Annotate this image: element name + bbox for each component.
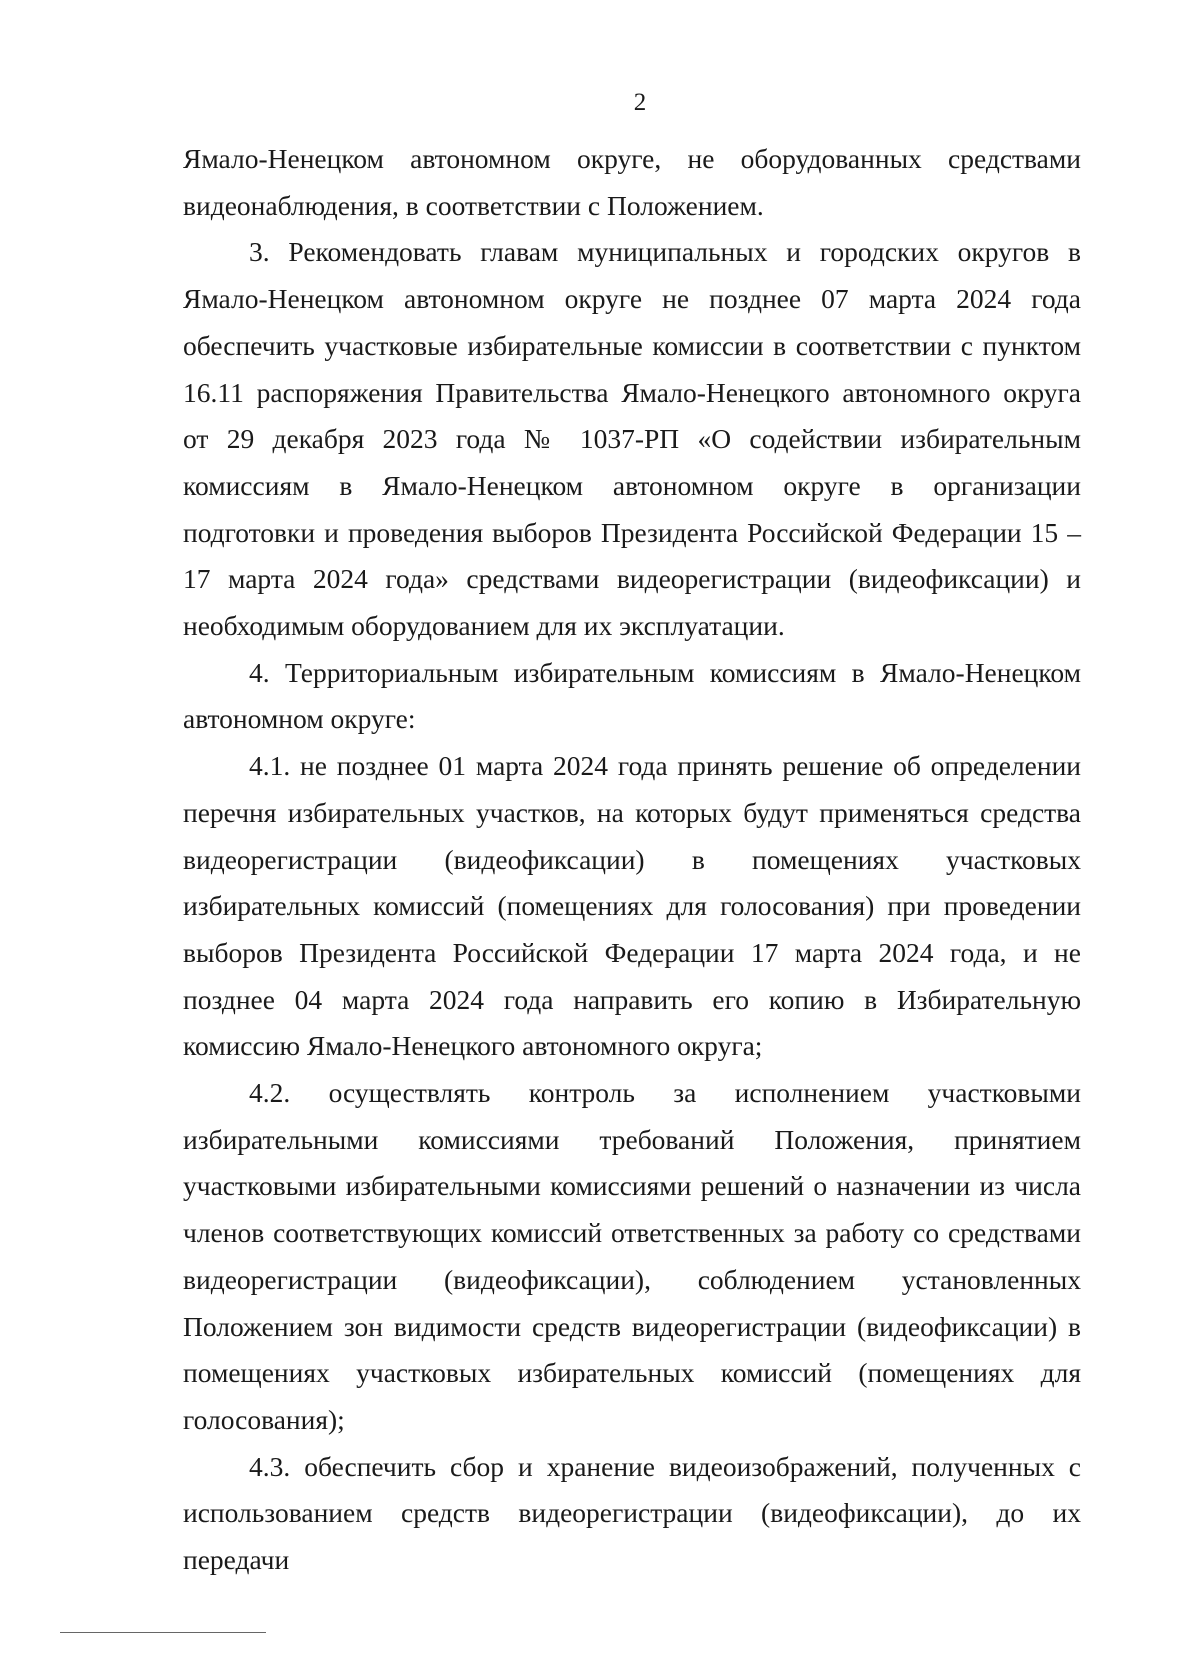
paragraph-item-4-1: 4.1. не позднее 01 марта 2024 года принять решение об определении перечня избирательных участков, на которых будут применяться средства видеорегистрации (видеофиксации) в помещениях участковых избирательных комиссий (помещениях для голосования) при проведении выборов Президента Российской Федерации 17 марта 2024 года, и не позднее 04 марта 2024 года направить его копию в Избирательную комиссию Ямало-Ненецкого автономного округа; — [183, 750, 1081, 1062]
paragraph-item-4-3: 4.3. обеспечить сбор и хранение видеоизображений, полученных с использованием средств видеорегистрации (видеофиксации), до их передачи — [183, 1450, 1081, 1576]
document-body — [183, 136, 1081, 1584]
paragraph-item-4: 4. Территориальным избирательным комиссиям в Ямало-Ненецком автономном округе: — [183, 656, 1081, 735]
footer-rule — [60, 1632, 266, 1633]
page-number: 2 — [633, 89, 647, 116]
paragraph-item-3: 3. Рекомендовать главам муниципальных и городских округов в Ямало-Ненецком автономном округе не позднее 07 марта 2024 года обеспечить участковые избирательные комиссии в соответствии с пунктом 16.11 распоряжения Правительства Ямало-Ненецкого автономного округа от 29 декабря 2023 года № 1037-РП «О содействии избирательным комиссиям в Ямало-Ненецком автономном округе в организации подготовки и проведения выборов Президента Российской Федерации 15 – 17 марта 2024 года» средствами видеорегистрации (видеофиксации) и необходимым оборудованием для их эксплуатации. — [183, 236, 1081, 642]
paragraph-continuation: Ямало-Ненецком автономном округе, не оборудованных средствами видеонаблюдения, в соответствии с Положением. — [183, 143, 1081, 221]
paragraph-item-4-2: 4.2. осуществлять контроль за исполнением участковыми избирательными комиссиями требований Положения, принятием участковыми избирательными комиссиями решений о назначении из числа членов соответствующих комиссий ответственных за работу со средствами видеорегистрации (видеофиксации), соблюдением установленных Положением зон видимости средств видеорегистрации (видеофиксации) в помещениях участковых избирательных комиссий (помещениях для голосования); — [183, 1077, 1081, 1435]
